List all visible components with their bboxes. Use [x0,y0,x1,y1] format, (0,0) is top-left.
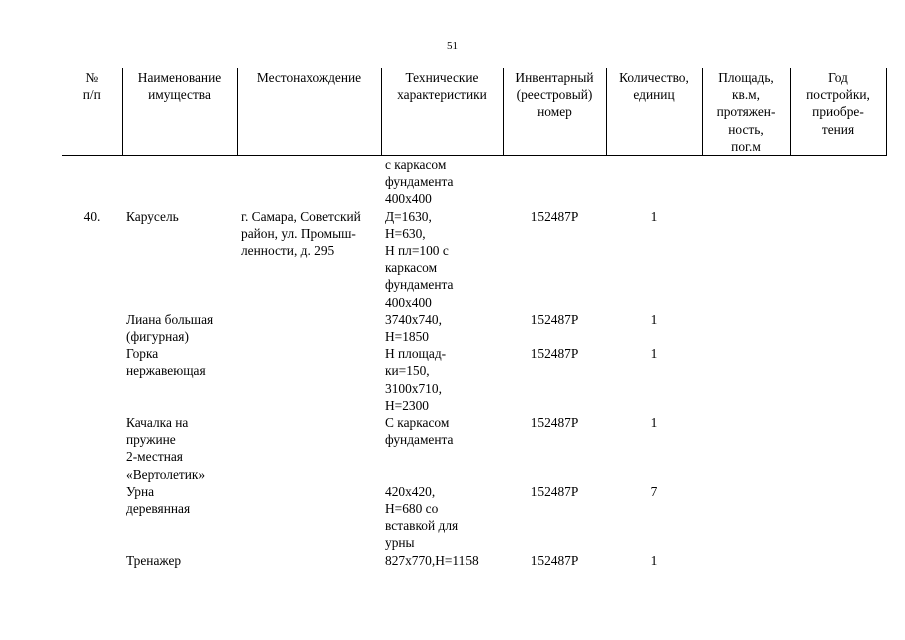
cell-name [122,156,237,208]
table-row [62,208,886,311]
cell-num [62,345,122,414]
header-num: № п/п [62,68,122,156]
cell-area [702,345,790,414]
cell-tech: Д=1630, Н=630, Н пл=100 с каркасом фундамента 400х400 [385,208,454,310]
cell-quantity: 1 [650,415,658,431]
cell-area [702,208,790,311]
cell-num [62,414,122,483]
cell-year [790,208,886,311]
cell-quantity [606,156,702,208]
cell-inventory: 152487Р [530,483,579,499]
cell-quantity: 1 [650,552,658,568]
header-area: Площадь, кв.м, протяжен- ность, пог.м [702,68,790,156]
cell-location [237,311,381,345]
table-row [62,311,886,345]
cell-inventory: 152487Р [530,415,579,431]
cell-name: Горка нержавеющая [126,346,206,379]
property-table [62,68,887,569]
table-row [62,156,886,208]
cell-num [62,552,122,569]
cell-tech: с каркасом фундамента 400х400 [385,157,454,207]
cell-num [62,483,122,552]
cell-quantity: 7 [650,483,658,499]
cell-location [237,483,381,552]
cell-location [237,552,381,569]
cell-area [702,414,790,483]
cell-tech: 420х420, Н=680 со вставкой для урны [385,483,459,551]
cell-area [702,311,790,345]
header-name: Наименование имущества [122,68,237,156]
cell-quantity: 1 [650,208,658,224]
header-location: Местонахождение [237,68,381,156]
cell-year [790,156,886,208]
cell-area [702,156,790,208]
cell-tech: Н площад- ки=150, 3100х710, Н=2300 [385,346,447,413]
cell-num [62,311,122,345]
cell-quantity: 1 [650,346,658,362]
cell-inventory: 152487Р [530,552,579,568]
table-row [62,345,886,414]
page-number: 51 [447,40,458,52]
cell-quantity: 1 [650,311,658,327]
cell-tech: 827х770,Н=1158 [385,552,479,568]
cell-name: Тренажер [126,552,182,568]
header-tech: Технические характеристики [381,68,503,156]
cell-location [237,156,381,208]
cell-name: Качалка на пружине 2-местная «Вертолетик» [126,415,206,482]
cell-year [790,552,886,569]
cell-num [62,156,122,208]
cell-name: Карусель [126,208,179,224]
table-row [62,414,886,483]
cell-year [790,414,886,483]
cell-tech: С каркасом фундамента [385,415,454,448]
header-row [62,68,886,156]
cell-area [702,483,790,552]
table-row [62,552,886,569]
cell-name: Урна деревянная [126,483,191,517]
cell-tech: 3740х740, Н=1850 [385,311,442,345]
cell-num: 40. [83,208,101,224]
cell-name: Лиана большая (фигурная) [126,311,214,345]
cell-year [790,345,886,414]
cell-inventory [503,156,606,208]
cell-location: г. Самара, Советский район, ул. Промыш- ленности, д. 295 [241,208,361,259]
header-quantity: Количество, единиц [606,68,702,156]
header-inventory: Инвентарный (реестровый) номер [503,68,606,156]
cell-year [790,311,886,345]
cell-inventory: 152487Р [530,346,579,362]
table-row [62,483,886,552]
cell-inventory: 152487Р [530,311,579,327]
cell-area [702,552,790,569]
cell-location [237,414,381,483]
header-year: Год постройки, приобре- тения [790,68,886,156]
cell-year [790,483,886,552]
cell-inventory: 152487Р [530,208,579,224]
cell-location [237,345,381,414]
